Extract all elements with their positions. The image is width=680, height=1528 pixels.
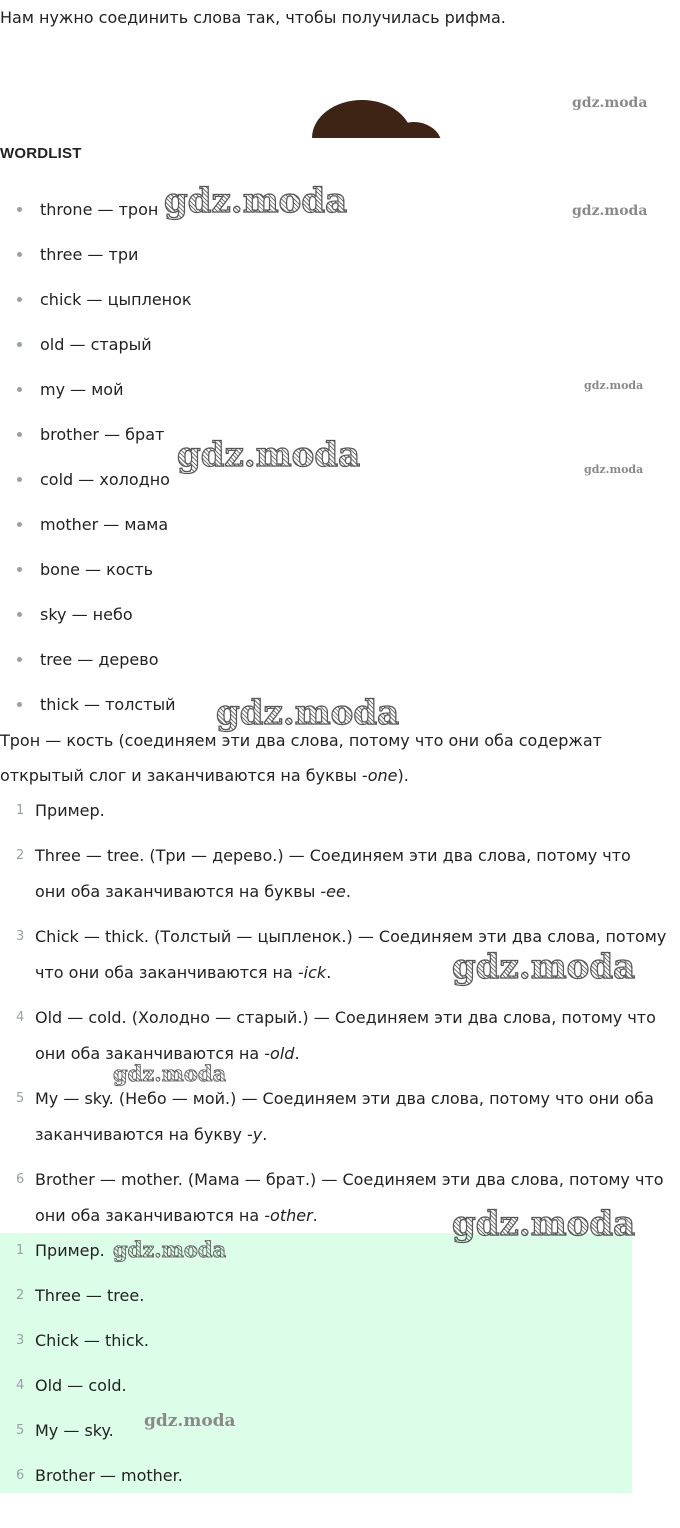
summary-item <box>0 1368 183 1413</box>
bullet-icon <box>17 702 22 707</box>
answer-ending: -ee <box>320 882 346 901</box>
watermark: gdz.moda <box>164 181 348 221</box>
watermark: gdz.moda <box>113 1061 227 1086</box>
answer-ending: -y <box>246 1125 263 1144</box>
item-number: 1 <box>16 803 25 818</box>
bullet-icon <box>17 612 22 617</box>
answer-end: . <box>326 963 332 982</box>
summary-text: Chick — thick. <box>35 1331 149 1350</box>
item-number: 3 <box>16 929 25 944</box>
answer-text: My — sky. (Небо — мой.) — Соединяем эти два слова, потому что они оба заканчиваются на букву <box>35 1089 654 1144</box>
word-pair: mother — мама <box>40 515 169 534</box>
watermark: gdz.moda <box>216 693 400 733</box>
bullet-icon <box>17 477 22 482</box>
answer-item <box>0 838 672 910</box>
answer-end: . <box>312 1206 318 1225</box>
word-pair: bone — кость <box>40 560 154 579</box>
summary-list <box>0 1233 183 1503</box>
item-number: 2 <box>16 848 25 863</box>
word-pair: tree — дерево <box>40 650 159 669</box>
word-pair: three — три <box>40 245 139 264</box>
summary-text: My — sky. <box>35 1421 114 1440</box>
list-item <box>0 502 192 547</box>
word-pair: chick — цыпленок <box>40 290 192 309</box>
summary-text: Old — cold. <box>35 1376 127 1395</box>
item-number: 4 <box>16 1378 25 1393</box>
item-number: 5 <box>16 1423 25 1438</box>
bullet-icon <box>17 657 22 662</box>
list-item <box>0 367 192 412</box>
watermark: gdz.moda <box>452 947 636 987</box>
bullet-icon <box>17 522 22 527</box>
answer-text: Old — cold. (Холодно — старый.) — Соединяем эти два слова, потому что они оба заканчиваются на <box>35 1008 656 1063</box>
list-item <box>0 187 192 232</box>
summary-item <box>0 1323 183 1368</box>
answer-end: . <box>294 1044 300 1063</box>
item-number: 2 <box>16 1288 25 1303</box>
explanation-ending: -one <box>361 766 398 785</box>
answer-item <box>0 919 672 991</box>
answer-end: . <box>262 1125 268 1144</box>
bullet-icon <box>17 207 22 212</box>
summary-item <box>0 1458 183 1503</box>
summary-box <box>0 1233 632 1493</box>
word-pair: thick — толстый <box>40 695 176 714</box>
explanation-paragraph <box>0 723 670 793</box>
summary-item <box>0 1413 183 1458</box>
answer-item <box>0 1162 672 1234</box>
word-pair: brother — брат <box>40 425 165 444</box>
list-item <box>0 592 192 637</box>
list-item <box>0 682 192 727</box>
item-number: 5 <box>16 1091 25 1106</box>
answer-ending: -other <box>264 1206 313 1225</box>
summary-text: Brother — mother. <box>35 1466 183 1485</box>
watermark: gdz.moda <box>144 1411 236 1431</box>
answer-item <box>0 793 672 829</box>
item-number: 6 <box>16 1172 25 1187</box>
item-number: 4 <box>16 1010 25 1025</box>
item-number: 6 <box>16 1468 25 1483</box>
watermark: gdz.moda <box>584 379 644 392</box>
list-item <box>0 637 192 682</box>
summary-text: Пример. <box>35 1241 105 1260</box>
bullet-icon <box>17 297 22 302</box>
explanation-text: Трон — кость (соединяем эти два слова, потому что они оба содержат открытый слог и заканчиваются на буквы <box>0 731 602 785</box>
list-item <box>0 232 192 277</box>
summary-text: Three — tree. <box>35 1286 145 1305</box>
answer-end: . <box>345 882 351 901</box>
list-item <box>0 412 192 457</box>
list-item <box>0 277 192 322</box>
list-item <box>0 322 192 367</box>
bullet-icon <box>17 252 22 257</box>
word-pair: old — старый <box>40 335 152 354</box>
list-item <box>0 547 192 592</box>
decorative-blob-image <box>312 100 442 138</box>
answer-ending: -ick <box>297 963 327 982</box>
answer-ending: -old <box>264 1044 295 1063</box>
answers-list <box>0 793 672 1243</box>
answer-item <box>0 1081 672 1153</box>
watermark: gdz.moda <box>452 1204 636 1244</box>
item-number: 1 <box>16 1243 25 1258</box>
word-pair: cold — холодно <box>40 470 170 489</box>
watermark: gdz.moda <box>572 203 648 219</box>
answer-text: Three — tree. (Три — дерево.) — Соединяем эти два слова, потому что они оба заканчиваются на буквы <box>35 846 631 901</box>
word-pair: my — мой <box>40 380 124 399</box>
bullet-icon <box>17 432 22 437</box>
watermark: gdz.moda <box>572 95 648 111</box>
list-item <box>0 457 192 502</box>
word-pair: sky — небо <box>40 605 133 624</box>
summary-item <box>0 1233 183 1278</box>
explanation-end: ). <box>397 766 409 785</box>
item-number: 3 <box>16 1333 25 1348</box>
answer-item <box>0 1000 672 1072</box>
wordlist <box>0 187 192 727</box>
wordlist-heading: WORDLIST <box>0 145 82 162</box>
bullet-icon <box>17 342 22 347</box>
answer-text: Chick — thick. (Толстый — цыпленок.) — Соединяем эти два слова, потому что они оба заканчиваются на <box>35 927 667 982</box>
bullet-icon <box>17 387 22 392</box>
intro-text: Нам нужно соединить слова так, чтобы получилась рифма. <box>0 8 506 27</box>
word-pair: throne — трон <box>40 200 159 219</box>
answer-text: Brother — mother. (Мама — брат.) — Соединяем эти два слова, потому что они оба заканчиваются на <box>35 1170 664 1225</box>
bullet-icon <box>17 567 22 572</box>
watermark: gdz.moda <box>177 435 361 475</box>
watermark: gdz.moda <box>584 463 644 476</box>
answer-text: Пример. <box>35 801 105 820</box>
summary-item <box>0 1278 183 1323</box>
